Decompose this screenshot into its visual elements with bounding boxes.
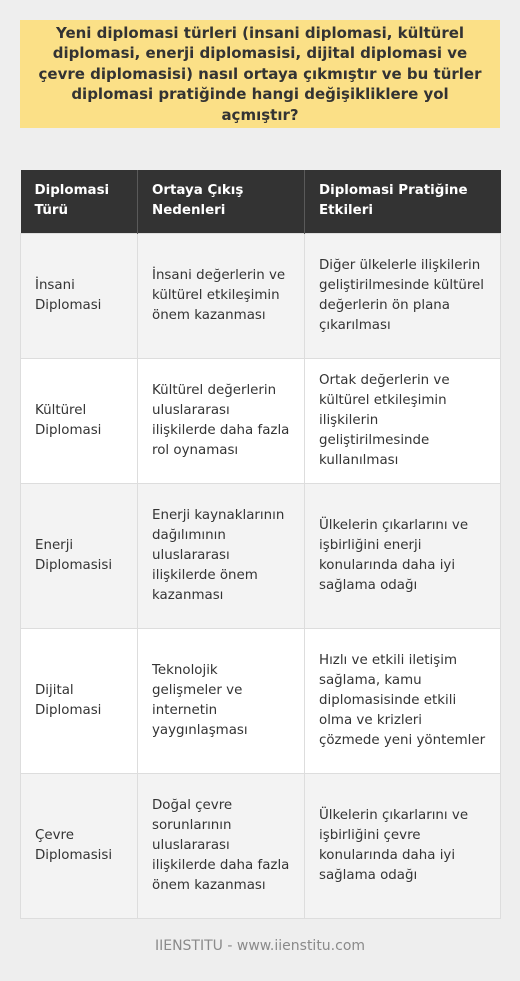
header-diplomacy-type: Diplomasi Türü [21,170,138,233]
table-cell: Ülkelerin çıkarlarını ve işbirliğini enerji konularında daha iyi sağlama odağı [305,483,501,628]
table-cell: Kültürel değerlerin uluslararası ilişkilerde daha fazla rol oynaması [138,358,305,483]
table-cell: Dijital Diplomasi [21,628,138,773]
table-cell: Ülkelerin çıkarlarını ve işbirliğini çevre konularında daha iyi sağlama odağı [305,773,501,918]
table-cell: Diğer ülkelerle ilişkilerin geliştirilmesinde kültürel değerlerin ön plana çıkarılması [305,233,501,358]
table-cell: Çevre Diplomasisi [21,773,138,918]
question-text: Yeni diplomasi türleri (insani diplomasi, kültürel diplomasi, enerji diplomasisi, dijital diplomasi ve çevre diplomasisi) nasıl ortaya çıkmıştır ve bu türler diplomasi pratiğinde hangi değişikliklere yol açmıştır? [38,23,482,124]
table-cell: Enerji Diplomasisi [21,483,138,628]
table-cell: Doğal çevre sorunlarının uluslararası ilişkilerde daha fazla önem kazanması [138,773,305,918]
question-box [20,20,500,128]
table-row [21,628,501,773]
footer-credit: IIENSTITU - www.iienstitu.com [154,938,366,954]
diplomacy-table [20,170,501,919]
table-cell: Enerji kaynaklarının dağılımının uluslararası ilişkilerde önem kazanması [138,483,305,628]
table-cell: Hızlı ve etkili iletişim sağlama, kamu diplomasisinde etkili olma ve krizleri çözmede yeni yöntemler [305,628,501,773]
table-row [21,233,501,358]
header-practice-effects: Diplomasi Pratiğine Etkileri [305,170,501,233]
table-row [21,358,501,483]
table-cell: Kültürel Diplomasi [21,358,138,483]
header-emergence-reasons: Ortaya Çıkış Nedenleri [138,170,305,233]
table-cell: İnsani Diplomasi [21,233,138,358]
table-cell: İnsani değerlerin ve kültürel etkileşimin önem kazanması [138,233,305,358]
table-cell: Ortak değerlerin ve kültürel etkileşimin ilişkilerin geliştirilmesinde kullanılması [305,358,501,483]
table-row [21,483,501,628]
table-cell: Teknolojik gelişmeler ve internetin yaygınlaşması [138,628,305,773]
table-header-row [21,170,501,233]
table-row [21,773,501,918]
